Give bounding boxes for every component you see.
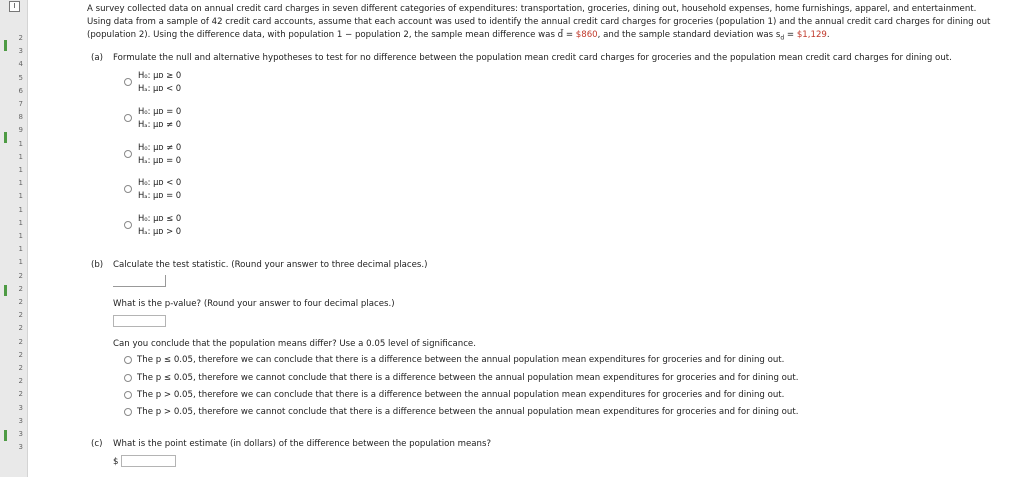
conclusion-question: Can you conclude that the population means differ? Use a 0.05 level of significance. <box>113 339 476 349</box>
hypothesis-radio[interactable] <box>124 150 132 158</box>
gutter-line-number: 2 <box>18 324 23 333</box>
part-a-question: Formulate the null and alternative hypotheses to test for no difference between the population mean credit card charges for groceries and the population mean credit card charges for dining out. <box>113 53 952 63</box>
gutter-line-number: 1 <box>18 218 23 227</box>
conclusion-text: The p > 0.05, therefore we can conclude that there is a difference between the annual population mean expenditures for groceries and for dining out. <box>137 390 785 400</box>
gutter-line-number: 3 <box>18 47 23 56</box>
intro-line-2: Using data from a sample of 42 credit card accounts, assume that each account was used to identify the annual credit card charges for groceries (population 1) and the annual credit card charges for dining out <box>87 17 991 27</box>
hypothesis-radio[interactable] <box>124 114 132 122</box>
gutter-line-number: 3 <box>18 403 23 412</box>
ha-text: Hₐ: μᴅ = 0 <box>138 155 182 165</box>
gutter-line-number: 6 <box>18 86 23 95</box>
intro-line-3b: , and the sample standard deviation was s <box>597 30 781 40</box>
point-estimate-input[interactable] <box>121 455 176 467</box>
hypothesis-radio[interactable] <box>124 185 132 193</box>
intro-line-3c: = <box>784 30 797 40</box>
left-gutter <box>0 0 28 477</box>
gutter-line-number: 3 <box>18 443 23 452</box>
conclusion-text: The p > 0.05, therefore we cannot conclude that there is a difference between the annual population mean expenditures for groceries and for dining out. <box>137 407 799 417</box>
currency-symbol: $ <box>113 457 119 467</box>
gutter-line-number: 9 <box>18 126 23 135</box>
conclusion-radio[interactable] <box>124 374 132 382</box>
gutter-line-number: 2 <box>18 364 23 372</box>
part-b-label: (b) <box>91 260 104 270</box>
gutter-line-number: 2 <box>18 271 23 280</box>
part-c-label: (c) <box>91 439 103 449</box>
gutter-line-number: 2 <box>18 284 23 293</box>
gutter-line-number: 2 <box>18 377 23 386</box>
gutter-line-number: 4 <box>18 60 23 69</box>
conclusion-text: The p ≤ 0.05, therefore we cannot conclude that there is a difference between the annual population mean expenditures for groceries and for dining out. <box>137 373 799 383</box>
gutter-line-number: 1 <box>18 179 23 188</box>
gutter-line-number: 2 <box>18 311 23 320</box>
std-dev-value: $1,129 <box>796 30 827 40</box>
h0-text: H₀: μᴅ = 0 <box>138 106 182 116</box>
conclusion-radio[interactable] <box>124 356 132 364</box>
intro-line-3 <box>87 30 830 42</box>
gutter-line-number: 1 <box>18 205 23 214</box>
gutter-line-number: 1 <box>18 192 23 201</box>
hypothesis-radio[interactable] <box>124 78 132 86</box>
gutter-line-number: 2 <box>18 350 23 359</box>
part-a-label: (a) <box>91 53 103 63</box>
intro-line-3d: . <box>826 30 830 40</box>
gutter-line-number: 1 <box>18 139 23 148</box>
gutter-line-number: 3 <box>18 416 23 425</box>
h0-text: H₀: μᴅ < 0 <box>138 177 182 187</box>
gutter-line-number: 3 <box>18 430 23 438</box>
mean-difference-value: $860 <box>575 30 598 40</box>
intro-line-3a: (population 2). Using the difference data, with population 1 − population 2, the sample mean difference was d̄ = <box>87 30 576 40</box>
gutter-line-number: 8 <box>18 113 23 122</box>
ha-text: Hₐ: μᴅ ≠ 0 <box>138 119 182 129</box>
part-b-test-stat-question: Calculate the test statistic. (Round your answer to three decimal places.) <box>113 260 428 270</box>
h0-text: H₀: μᴅ ≥ 0 <box>138 70 182 80</box>
ha-text: Hₐ: μᴅ > 0 <box>138 226 182 236</box>
conclusion-radio[interactable] <box>124 391 132 399</box>
p-value-input[interactable] <box>113 315 166 327</box>
ha-text: Hₐ: μᴅ = 0 <box>138 190 182 200</box>
h0-text: H₀: μᴅ ≤ 0 <box>138 213 182 223</box>
p-value-question: What is the p-value? (Round your answer to four decimal places.) <box>113 299 395 309</box>
gutter-line-number: 7 <box>18 100 23 108</box>
gutter-line-number: 1 <box>18 245 23 254</box>
gutter-line-number: 1 <box>18 232 23 240</box>
gutter-green-mark <box>4 132 7 143</box>
gutter-line-number: 2 <box>18 337 23 346</box>
gutter-line-number: 2 <box>18 298 23 306</box>
conclusion-radio[interactable] <box>124 408 132 416</box>
ha-text: Hₐ: μᴅ < 0 <box>138 83 182 93</box>
hypothesis-radio[interactable] <box>124 221 132 229</box>
intro-line-1: A survey collected data on annual credit card charges in seven different categories of expenditures: transportation, groceries, dining out, household expenses, home furnishings, apparel, and entertainment. <box>87 4 977 14</box>
sd-subscript: d <box>780 34 785 42</box>
gutter-line-number: 1 <box>18 166 23 174</box>
conclusion-text: The p ≤ 0.05, therefore we can conclude that there is a difference between the annual population mean expenditures for groceries and for dining out. <box>137 355 785 365</box>
gutter-line-number: 5 <box>18 73 23 82</box>
part-c-question: What is the point estimate (in dollars) of the difference between the population means? <box>113 439 492 449</box>
gutter-green-mark <box>4 285 7 296</box>
gutter-line-number: 1 <box>18 152 23 161</box>
gutter-line-number: 1 <box>18 258 23 267</box>
gutter-line-number: 2 <box>18 34 23 42</box>
gutter-green-mark <box>4 40 7 51</box>
h0-text: H₀: μᴅ ≠ 0 <box>138 142 182 152</box>
gutter-top-box[interactable]: I <box>9 1 20 12</box>
gutter-green-mark <box>4 430 7 441</box>
gutter-line-number: 2 <box>18 390 23 399</box>
test-statistic-input[interactable] <box>113 275 166 287</box>
